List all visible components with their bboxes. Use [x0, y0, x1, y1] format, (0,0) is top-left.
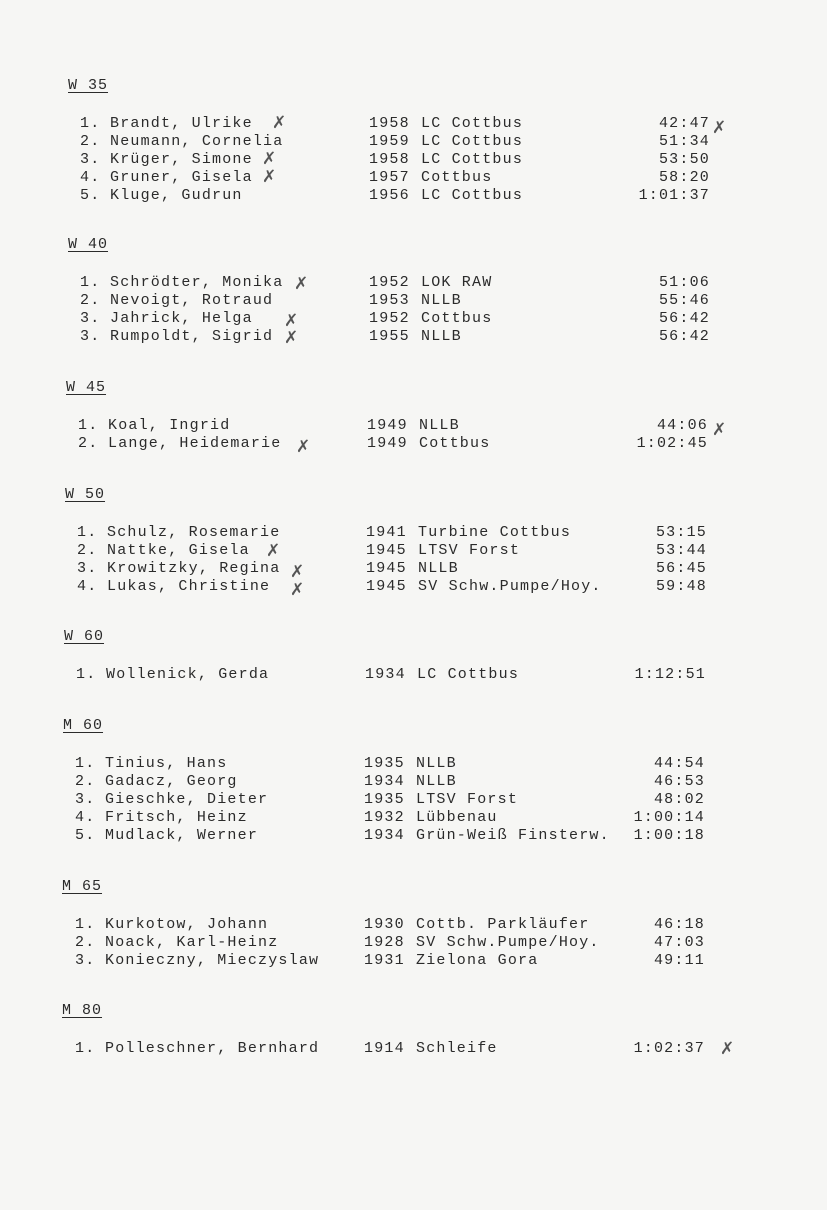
birth-year: 1958 [369, 115, 410, 132]
finish-time: 44:54 [653, 755, 705, 772]
rank: 3. [75, 791, 96, 808]
club: LC Cottbus [421, 151, 524, 168]
handwritten-x-mark-icon: ✗ [284, 311, 299, 331]
athlete-name: Konieczny, Mieczyslaw [105, 952, 320, 969]
handwritten-x-mark-icon: ✗ [712, 420, 727, 440]
club: LC Cottbus [421, 115, 524, 132]
birth-year: 1945 [366, 578, 407, 595]
finish-time: 56:42 [658, 328, 710, 345]
rank: 2. [80, 133, 101, 150]
club: NLLB [421, 328, 462, 345]
finish-time: 51:06 [658, 274, 710, 291]
handwritten-x-mark-icon: ✗ [266, 541, 281, 561]
handwritten-x-mark-icon: ✗ [294, 274, 309, 294]
finish-time: 53:44 [655, 542, 707, 559]
rank: 4. [80, 169, 101, 186]
athlete-name: Jahrick, Helga [110, 310, 253, 327]
rank: 3. [75, 952, 96, 969]
athlete-name: Mudlack, Werner [105, 827, 259, 844]
birth-year: 1930 [364, 916, 405, 933]
club: SV Schw.Pumpe/Hoy. [416, 934, 600, 951]
athlete-name: Schulz, Rosemarie [107, 524, 281, 541]
finish-time: 56:45 [655, 560, 707, 577]
finish-time: 53:50 [658, 151, 710, 168]
athlete-name: Rumpoldt, Sigrid [110, 328, 274, 345]
birth-year: 1928 [364, 934, 405, 951]
finish-time: 47:03 [653, 934, 705, 951]
club: Cottbus [421, 169, 493, 186]
athlete-name: Neumann, Cornelia [110, 133, 284, 150]
athlete-name: Lukas, Christine [107, 578, 271, 595]
handwritten-x-mark-icon: ✗ [296, 437, 311, 457]
finish-time: 55:46 [658, 292, 710, 309]
rank: 1. [75, 1040, 96, 1057]
club: NLLB [421, 292, 462, 309]
rank: 4. [75, 809, 96, 826]
birth-year: 1949 [367, 435, 408, 452]
handwritten-x-mark-icon: ✗ [290, 580, 305, 600]
finish-time: 1:02:37 [633, 1040, 705, 1057]
result-row [75, 952, 705, 970]
club: LC Cottbus [421, 187, 524, 204]
club: Turbine Cottbus [418, 524, 572, 541]
athlete-name: Lange, Heidemarie [108, 435, 282, 452]
club: Lübbenau [416, 809, 498, 826]
result-row [80, 187, 710, 205]
handwritten-x-mark-icon: ✗ [272, 113, 287, 133]
athlete-name: Gieschke, Dieter [105, 791, 269, 808]
section-heading: W 40 [68, 236, 109, 253]
birth-year: 1959 [369, 133, 410, 150]
finish-time: 1:01:37 [638, 187, 710, 204]
athlete-name: Kurkotow, Johann [105, 916, 269, 933]
birth-year: 1935 [364, 755, 405, 772]
club: NLLB [418, 560, 459, 577]
section-heading: M 65 [62, 878, 103, 895]
handwritten-x-mark-icon: ✗ [262, 167, 277, 187]
club: LC Cottbus [421, 133, 524, 150]
result-row [75, 755, 705, 773]
handwritten-x-mark-icon: ✗ [290, 562, 305, 582]
birth-year: 1949 [367, 417, 408, 434]
finish-time: 53:15 [655, 524, 707, 541]
rank: 3. [80, 151, 101, 168]
athlete-name: Polleschner, Bernhard [105, 1040, 320, 1057]
rank: 1. [75, 916, 96, 933]
club: SV Schw.Pumpe/Hoy. [418, 578, 602, 595]
finish-time: 46:53 [653, 773, 705, 790]
birth-year: 1955 [369, 328, 410, 345]
club: NLLB [416, 755, 457, 772]
section-heading: W 50 [65, 486, 106, 503]
finish-time: 56:42 [658, 310, 710, 327]
rank: 3. [80, 310, 101, 327]
birth-year: 1932 [364, 809, 405, 826]
rank: 1. [76, 666, 97, 683]
birth-year: 1953 [369, 292, 410, 309]
handwritten-x-mark-icon: ✗ [712, 118, 727, 138]
result-row [75, 809, 705, 827]
birth-year: 1934 [365, 666, 406, 683]
birth-year: 1935 [364, 791, 405, 808]
finish-time: 1:02:45 [636, 435, 708, 452]
result-row [75, 773, 705, 791]
result-row [78, 417, 708, 435]
birth-year: 1941 [366, 524, 407, 541]
athlete-name: Schrödter, Monika [110, 274, 284, 291]
result-row [80, 133, 710, 151]
club: LTSV Forst [418, 542, 521, 559]
athlete-name: Wollenick, Gerda [106, 666, 270, 683]
rank: 4. [77, 578, 98, 595]
rank: 5. [80, 187, 101, 204]
birth-year: 1934 [364, 827, 405, 844]
birth-year: 1934 [364, 773, 405, 790]
rank: 1. [77, 524, 98, 541]
finish-time: 49:11 [653, 952, 705, 969]
finish-time: 1:12:51 [634, 666, 706, 683]
finish-time: 1:00:18 [633, 827, 705, 844]
rank: 3. [77, 560, 98, 577]
rank: 1. [80, 115, 101, 132]
handwritten-x-mark-icon: ✗ [284, 328, 299, 348]
section-heading: W 35 [68, 77, 109, 94]
rank: 3. [80, 328, 101, 345]
finish-time: 1:00:14 [633, 809, 705, 826]
birth-year: 1957 [369, 169, 410, 186]
result-row [76, 666, 706, 684]
athlete-name: Fritsch, Heinz [105, 809, 248, 826]
finish-time: 58:20 [658, 169, 710, 186]
rank: 2. [78, 435, 99, 452]
result-row [80, 328, 710, 346]
result-row [77, 560, 707, 578]
finish-time: 51:34 [658, 133, 710, 150]
athlete-name: Gruner, Gisela [110, 169, 253, 186]
athlete-name: Krüger, Simone [110, 151, 253, 168]
result-row [80, 292, 710, 310]
club: LOK RAW [421, 274, 493, 291]
finish-time: 44:06 [656, 417, 708, 434]
result-row [77, 578, 707, 596]
finish-time: 48:02 [653, 791, 705, 808]
result-row [78, 435, 708, 453]
athlete-name: Kluge, Gudrun [110, 187, 243, 204]
club: Grün-Weiß Finsterw. [416, 827, 610, 844]
result-row [77, 542, 707, 560]
birth-year: 1914 [364, 1040, 405, 1057]
birth-year: 1956 [369, 187, 410, 204]
birth-year: 1931 [364, 952, 405, 969]
rank: 2. [77, 542, 98, 559]
club: LC Cottbus [417, 666, 520, 683]
club: Cottbus [421, 310, 493, 327]
club: Cottb. Parkläufer [416, 916, 590, 933]
rank: 5. [75, 827, 96, 844]
rank: 1. [78, 417, 99, 434]
result-row [75, 791, 705, 809]
athlete-name: Gadacz, Georg [105, 773, 238, 790]
birth-year: 1958 [369, 151, 410, 168]
result-row [80, 151, 710, 169]
rank: 2. [75, 934, 96, 951]
athlete-name: Nevoigt, Rotraud [110, 292, 274, 309]
section-heading: W 45 [66, 379, 107, 396]
club: Schleife [416, 1040, 498, 1057]
athlete-name: Brandt, Ulrike [110, 115, 253, 132]
athlete-name: Nattke, Gisela [107, 542, 250, 559]
finish-time: 59:48 [655, 578, 707, 595]
handwritten-x-mark-icon: ✗ [720, 1039, 735, 1059]
section-heading: W 60 [64, 628, 105, 645]
result-row [75, 934, 705, 952]
rank: 2. [80, 292, 101, 309]
rank: 2. [75, 773, 96, 790]
club: NLLB [416, 773, 457, 790]
section-heading: M 80 [62, 1002, 103, 1019]
handwritten-x-mark-icon: ✗ [262, 149, 277, 169]
athlete-name: Tinius, Hans [105, 755, 228, 772]
result-row [77, 524, 707, 542]
rank: 1. [80, 274, 101, 291]
result-row [80, 274, 710, 292]
finish-time: 46:18 [653, 916, 705, 933]
result-row [75, 1040, 705, 1058]
club: NLLB [419, 417, 460, 434]
result-row [75, 827, 705, 845]
result-row [75, 916, 705, 934]
birth-year: 1952 [369, 310, 410, 327]
birth-year: 1952 [369, 274, 410, 291]
club: Zielona Gora [416, 952, 539, 969]
result-row [80, 310, 710, 328]
finish-time: 42:47 [658, 115, 710, 132]
club: Cottbus [419, 435, 491, 452]
athlete-name: Noack, Karl-Heinz [105, 934, 279, 951]
result-row [80, 115, 710, 133]
birth-year: 1945 [366, 560, 407, 577]
birth-year: 1945 [366, 542, 407, 559]
section-heading: M 60 [63, 717, 104, 734]
athlete-name: Krowitzky, Regina [107, 560, 281, 577]
result-row [80, 169, 710, 187]
club: LTSV Forst [416, 791, 519, 808]
rank: 1. [75, 755, 96, 772]
athlete-name: Koal, Ingrid [108, 417, 231, 434]
